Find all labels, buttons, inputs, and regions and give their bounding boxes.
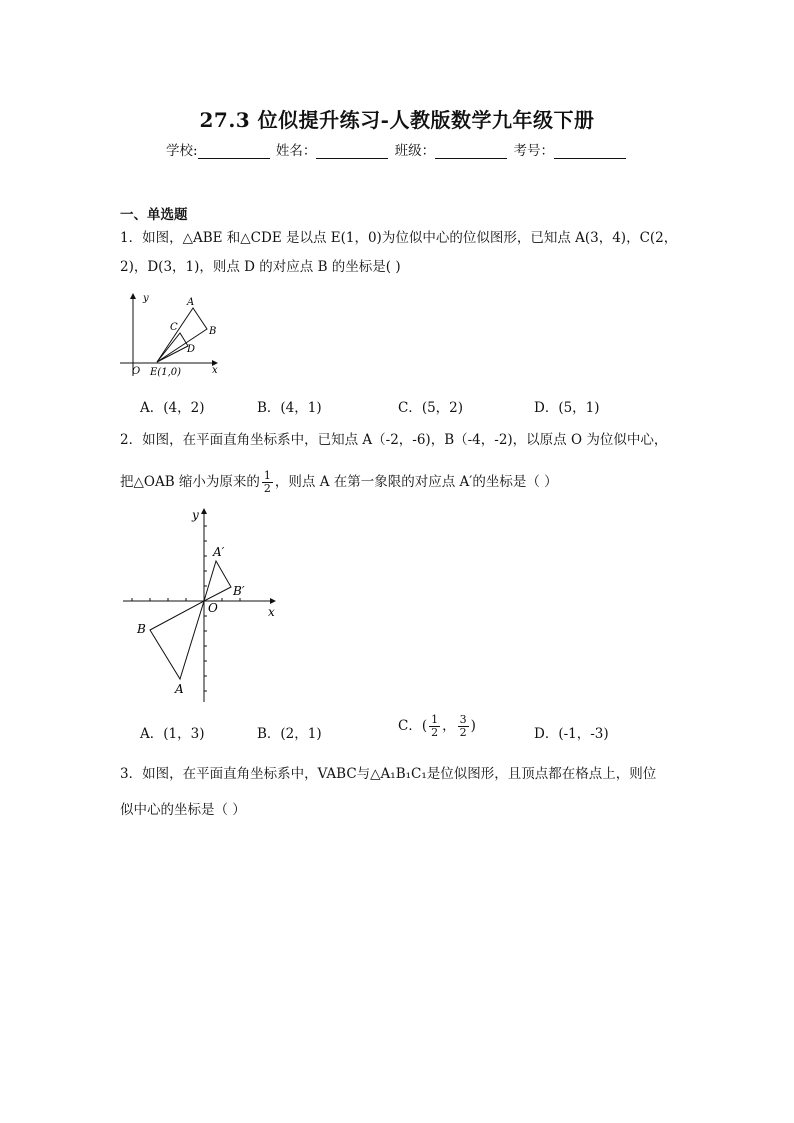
q1-option-a[interactable]: A．(4，2) xyxy=(140,400,205,416)
q1-triangle-cde xyxy=(157,333,188,362)
q2-half-denominator: 2 xyxy=(263,482,271,495)
section-heading: 一、单选题 xyxy=(120,207,188,223)
q2-label-b-prime: B′ xyxy=(233,584,245,598)
q2-stem-pre: 把△OAB 缩小为原来的 xyxy=(120,474,260,490)
page-title: 27.3 位似提升练习-人教版数学九年级下册 xyxy=(199,108,595,132)
name-label: 姓名： xyxy=(275,143,317,159)
q1-label-e: E(1,0) xyxy=(150,367,182,378)
q1-option-b[interactable]: B．(4，1) xyxy=(257,400,322,416)
q1-option-c[interactable]: C．(5，2) xyxy=(398,400,464,416)
q2-label-a-prime: A′ xyxy=(213,545,225,559)
q2-triangle-oa1b1 xyxy=(204,561,231,601)
q2-half-fraction xyxy=(262,470,273,495)
name-blank[interactable] xyxy=(316,144,388,159)
q3-stem-line1: 3．如图，在平面直角坐标系中，VABC与△A₁B₁C₁是位似图形，且顶点都在格点上，则位 xyxy=(120,766,657,782)
q2-option-b[interactable]: B．(2，1) xyxy=(257,726,322,742)
q1-label-b: B xyxy=(209,326,217,337)
q1-label-x: x xyxy=(212,365,218,376)
q1-label-c: C xyxy=(170,322,178,333)
q1-stem-line1: 1．如图，△ABE 和△CDE 是以点 E(1，0)为位似中心的位似图形，已知点 A(3，4)，C(2， xyxy=(120,230,678,246)
q2-option-c-n2: 3 xyxy=(459,713,467,726)
q2-option-d[interactable]: D．(-1，-3) xyxy=(534,726,609,742)
q1-label-o: O xyxy=(132,366,141,377)
q2-stem-line2 xyxy=(120,470,558,495)
q1-label-y: y xyxy=(143,293,149,304)
q2-label-x: x xyxy=(268,605,275,619)
q2-label-o: O xyxy=(208,601,218,615)
q3-stem-line2: 似中心的坐标是（ ） xyxy=(120,802,246,818)
q2-stem-post: ，则点 A 在第一象限的对应点 A′的坐标是（ ） xyxy=(274,474,558,490)
q2-option-c-n1: 1 xyxy=(431,713,439,726)
q2-figure xyxy=(118,504,280,704)
q2-option-c-frac2 xyxy=(458,714,469,739)
q2-option-c-mid: ， xyxy=(442,718,456,734)
q2-label-y: y xyxy=(192,508,199,522)
q2-half-numerator: 1 xyxy=(263,469,271,482)
q2-label-b: B xyxy=(137,622,146,636)
q2-option-c[interactable] xyxy=(398,714,476,739)
school-label: 学校: xyxy=(166,143,198,159)
q2-option-c-d2: 2 xyxy=(459,726,467,739)
q1-figure xyxy=(115,288,225,378)
q2-option-c-d1: 2 xyxy=(431,726,439,739)
q1-option-d[interactable]: D．(5，1) xyxy=(534,400,600,416)
q2-option-a[interactable]: A．(1，3) xyxy=(140,726,205,742)
class-label: 班级： xyxy=(394,143,436,159)
exam-number-label: 考号： xyxy=(513,143,554,159)
q1-label-d: D xyxy=(187,344,196,355)
school-blank[interactable] xyxy=(198,144,270,159)
exam-number-blank[interactable] xyxy=(554,144,626,159)
q1-stem-line2: 2)，D(3，1)，则点 D 的对应点 B 的坐标是( ) xyxy=(120,259,401,275)
q2-label-a: A xyxy=(175,682,184,696)
class-blank[interactable] xyxy=(435,144,507,159)
student-info-row xyxy=(0,139,794,159)
q2-option-c-frac1 xyxy=(429,714,440,739)
q1-triangle-abe xyxy=(157,308,207,362)
q1-label-a: A xyxy=(187,297,195,308)
q2-triangle-oab xyxy=(150,601,204,679)
q2-option-c-pre: C．( xyxy=(398,718,428,734)
q2-option-c-post: ) xyxy=(470,718,476,734)
q2-stem-line1: 2．如图，在平面直角坐标系中，已知点 A（-2，-6)，B（-4，-2)，以原点 O 为位似中心， xyxy=(120,432,668,448)
